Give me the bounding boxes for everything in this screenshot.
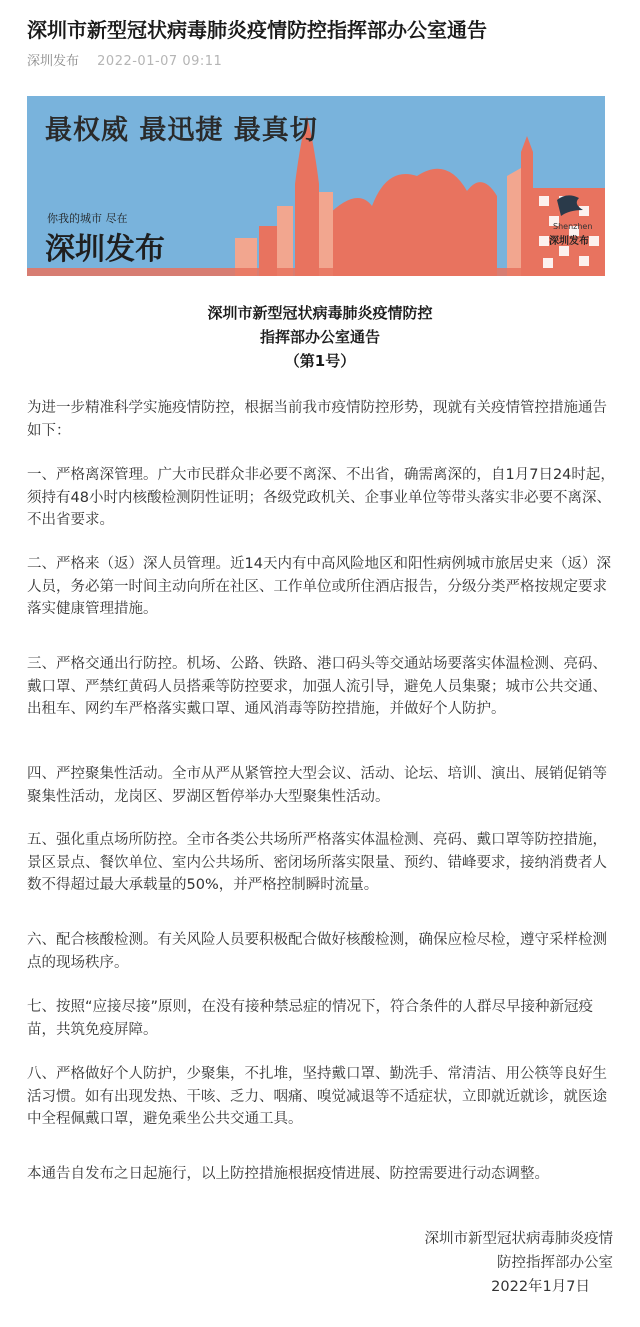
banner-image [27,96,605,276]
article-source-link[interactable]: 深圳发布 [27,54,80,69]
notice-item-1: 一、严格离深管理。广大市民群众非必要不离深、不出省，确需离深的，自1月7日24时起，须持有48小时内核酸检测阴性证明；各级党政机关、企事业单位等带头落实非必要不离深、不出省要求。 [27,467,615,528]
article-meta [27,52,222,72]
signature-date: 2022年1月7日 [491,1279,590,1295]
article-datetime: 2022-01-07 09:11 [97,54,223,69]
notice-item-6: 六、配合核酸检测。有关风险人员要积极配合做好核酸检测，确保应检尽检，遵守采样检测点的现场秩序。 [27,932,607,971]
notice-number: （第1号） [284,352,356,370]
notice-heading-line-2: 指挥部办公室通告 [259,328,380,346]
banner-name: 深圳发布 [45,232,165,267]
notice-intro: 为进一步精准科学实施疫情防控，根据当前我市疫情防控形势，现就有关疫情管控措施通告如下： [27,400,607,439]
notice-item-2: 二、严格来（返）深人员管理。近14天内有中高风险地区和阳性病例城市旅居史来（返）深人员，务必第一时间主动向所在社区、工作单位或所住酒店报告，分级分类严格按规定要求落实健康管理措施。 [27,556,611,617]
signature-line-2: 防控指挥部办公室 [497,1255,613,1271]
banner-logo-chinese: 深圳发布 [549,236,589,247]
banner-logo-english: Shenzhen [553,222,593,231]
notice-closing: 本通告自发布之日起施行，以上防控措施根据疫情进展、防控需要进行动态调整。 [27,1166,549,1182]
banner-subtitle: 你我的城市 尽在 [47,212,128,225]
notice-item-8: 八、严格做好个人防护，少聚集，不扎堆，坚持戴口罩、勤洗手、常清洁、用公筷等良好生活习惯。如有出现发热、干咳、乏力、咽痛、嗅觉减退等不适症状，立即就近就诊，就医途中全程佩戴口罩，避免乘坐公共交通工具。 [27,1066,607,1127]
notice-heading-line-1: 深圳市新型冠状病毒肺炎疫情防控 [207,304,433,322]
signature-line-1: 深圳市新型冠状病毒肺炎疫情 [424,1231,613,1247]
notice-item-4: 四、严控聚集性活动。全市从严从紧管控大型会议、活动、论坛、培训、演出、展销促销等聚集性活动，龙岗区、罗湖区暂停举办大型聚集性活动。 [27,766,607,805]
notice-item-7: 七、按照“应接尽接”原则，在没有接种禁忌症的情况下，符合条件的人群尽早接种新冠疫苗，共筑免疫屏障。 [27,999,594,1038]
notice-item-3: 三、严格交通出行防控。机场、公路、铁路、港口码头等交通站场要落实体温检测、亮码、戴口罩、严禁红黄码人员搭乘等防控要求，加强人流引导，避免人员集聚；城市公共交通、出租车、网约车严格落实戴口罩、通风消毒等防控措施，并做好个人防护。 [27,656,607,717]
article-title: 深圳市新型冠状病毒肺炎疫情防控指挥部办公室通告 [27,18,487,42]
notice-item-5: 五、强化重点场所防控。全市各类公共场所严格落实体温检测、亮码、戴口罩等防控措施，景区景点、餐饮单位、室内公共场所、密闭场所落实限量、预约、错峰要求，接纳消费者人数不得超过最大承载量的50%，并严格控制瞬时流量。 [27,832,607,893]
banner-slogan: 最权威 最迅捷 最真切 [45,115,318,146]
